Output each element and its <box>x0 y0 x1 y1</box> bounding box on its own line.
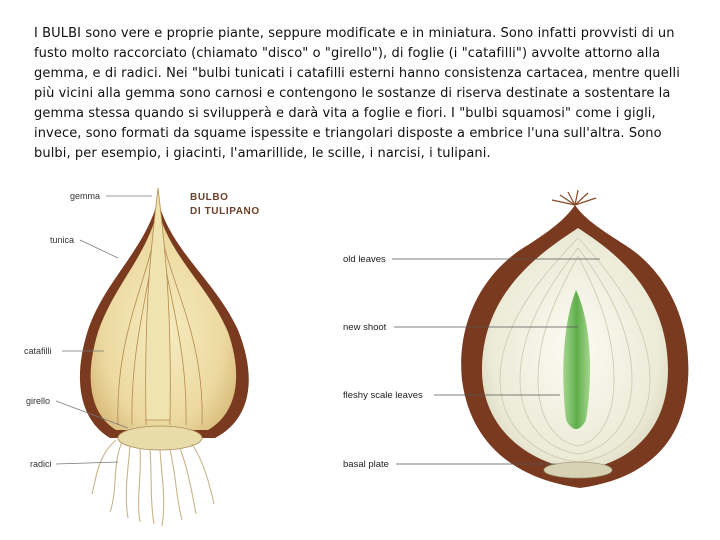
label-new-shoot: new shoot <box>343 322 387 333</box>
tulip-title-line2: DI TULIPANO <box>190 206 260 217</box>
label-catafilli: catafilli <box>24 346 52 356</box>
label-old-leaves: old leaves <box>343 254 386 265</box>
tulip-basal-plate <box>118 426 202 450</box>
intro-paragraph: I BULBI sono vere e proprie piante, seppure modificate e in miniatura. Sono infatti provvisti di un fusto molto raccorciato (chiamato "disco" o "girello"), di foglie (i "catafilli") avvolte attorno alla gemma, e di radici. Nei "bulbi tunicati i catafilli esterni hanno consistenza cartacea, mentre quelli più vicini alla gemma sono carnosi e contengono le sostanze di riserva destinate a sostentare la gemma stessa quando si svilupperà e darà vita a foglie e fiori. I "bulbi squamosi" come i gigli, invece, sono formati da squame ispessite e triangolari disposte a embrice l'una sull'altra. Sono bulbi, per esempio, i giacinti, l'amarillide, le scille, i narcisi, i tulipani. <box>34 26 680 161</box>
tulip-gemma-shape <box>146 188 171 420</box>
onion-top-fibres <box>552 190 596 205</box>
tulip-roots <box>92 440 214 526</box>
label-radici: radici <box>30 459 52 469</box>
label-basal-plate: basal plate <box>343 459 389 470</box>
onion-bulb-illustration <box>343 190 688 488</box>
label-tunica: tunica <box>50 235 75 245</box>
onion-basal-plate <box>544 462 612 478</box>
tulip-bulb-illustration <box>24 188 260 526</box>
tulip-title-line1: BULBO <box>190 192 229 203</box>
label-girello: girello <box>26 396 51 406</box>
label-gemma: gemma <box>70 191 101 201</box>
label-fleshy-scale-leaves: fleshy scale leaves <box>343 390 423 401</box>
